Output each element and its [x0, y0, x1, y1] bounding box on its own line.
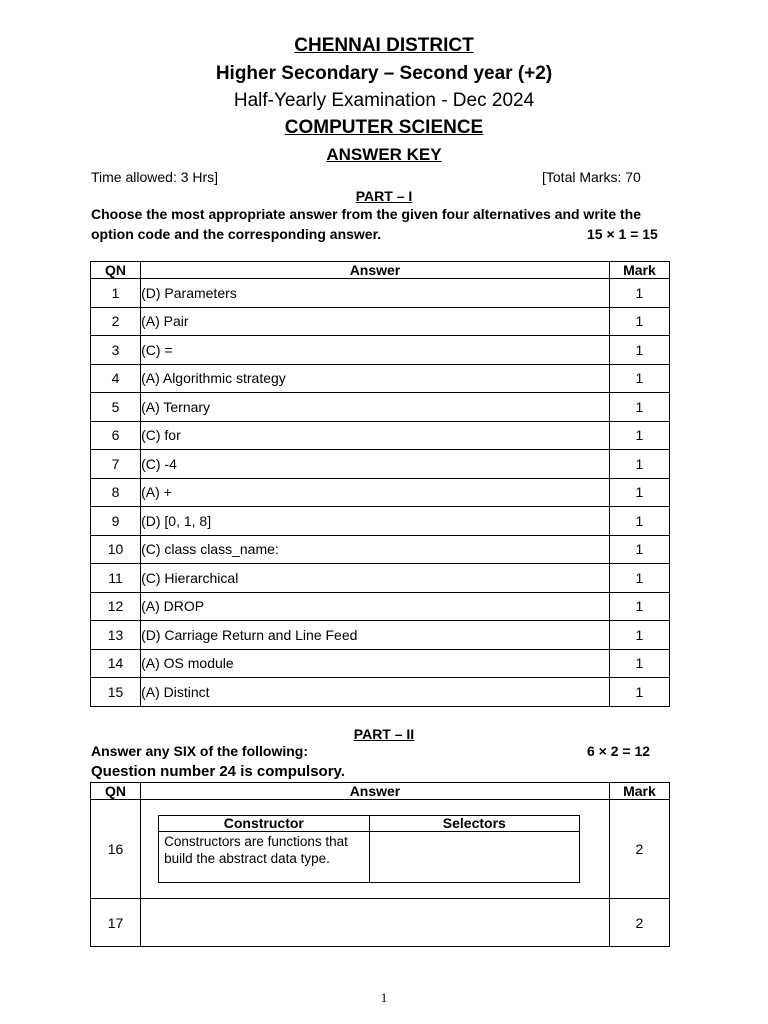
mark-value: 1	[609, 307, 669, 336]
part1-instruction-line1: Choose the most appropriate answer from the given four alternatives and write the	[91, 206, 641, 222]
inner-header-row	[159, 816, 580, 832]
mark-value: 1	[609, 364, 669, 393]
column-header-answer: Answer	[141, 262, 610, 279]
subject-title: COMPUTER SCIENCE	[284, 117, 484, 138]
table-row	[91, 535, 670, 564]
constructor-definition: Constructors are functions that build the abstract data type.	[159, 832, 370, 883]
table-row	[91, 421, 670, 450]
mark-value: 2	[609, 899, 669, 947]
table-header-row	[91, 783, 670, 800]
selectors-definition	[369, 832, 580, 883]
column-header-qn: QN	[91, 783, 141, 800]
part1-heading: PART – I	[355, 188, 413, 204]
column-header-answer: Answer	[141, 783, 610, 800]
question-number: 8	[91, 478, 141, 507]
answer-text: (A) Ternary	[141, 393, 610, 422]
question-number: 2	[91, 307, 141, 336]
answer-text: (D) Parameters	[141, 279, 610, 308]
answer-text: (C) Hierarchical	[141, 564, 610, 593]
inner-row	[159, 832, 580, 883]
mark-value: 1	[609, 478, 669, 507]
district-title: CHENNAI DISTRICT	[294, 35, 474, 56]
question-number: 10	[91, 535, 141, 564]
table-row	[91, 307, 670, 336]
table-row	[91, 678, 670, 707]
question-number: 9	[91, 507, 141, 536]
column-header-mark: Mark	[609, 783, 669, 800]
table-row	[91, 621, 670, 650]
answer-text: (C) =	[141, 336, 610, 365]
table-row	[91, 592, 670, 621]
column-header-mark: Mark	[609, 262, 669, 279]
question-number: 13	[91, 621, 141, 650]
mark-value: 1	[609, 421, 669, 450]
table-row	[91, 450, 670, 479]
table-row	[91, 649, 670, 678]
table-row	[91, 507, 670, 536]
question-number: 6	[91, 421, 141, 450]
mark-value: 1	[609, 621, 669, 650]
part2-heading: PART – II	[353, 726, 415, 742]
question-number: 14	[91, 649, 141, 678]
question-number: 1	[91, 279, 141, 308]
page-number: 1	[380, 990, 388, 1005]
table-row	[91, 279, 670, 308]
question-number: 16	[91, 800, 141, 899]
mark-value: 1	[609, 393, 669, 422]
part1-answer-table	[90, 261, 670, 707]
question-number: 5	[91, 393, 141, 422]
time-allowed: Time allowed: 3 Hrs]	[91, 169, 219, 185]
table-row	[91, 336, 670, 365]
table-row	[91, 478, 670, 507]
column-header-qn: QN	[91, 262, 141, 279]
table-row	[91, 899, 670, 947]
mark-value: 1	[609, 279, 669, 308]
constructor-header: Constructor	[159, 816, 370, 832]
part1-instruction-line2: option code and the corresponding answer.	[91, 226, 382, 242]
total-marks: [Total Marks: 70	[542, 169, 641, 185]
mark-value: 1	[609, 450, 669, 479]
answer-text: (A) Distinct	[141, 678, 610, 707]
answer-text: (A) OS module	[141, 649, 610, 678]
question-number: 11	[91, 564, 141, 593]
answer-text: (C) for	[141, 421, 610, 450]
mark-value: 2	[609, 800, 669, 899]
answer-text: (A) DROP	[141, 592, 610, 621]
answer-text	[141, 899, 610, 947]
mark-value: 1	[609, 649, 669, 678]
question-number: 7	[91, 450, 141, 479]
document-type-title: ANSWER KEY	[326, 145, 442, 164]
mark-value: 1	[609, 535, 669, 564]
question-number: 3	[91, 336, 141, 365]
mark-value: 1	[609, 678, 669, 707]
exam-title: Half-Yearly Examination - Dec 2024	[233, 90, 535, 111]
part1-marks-formula: 15 × 1 = 15	[587, 226, 658, 242]
answer-text: (A) Algorithmic strategy	[141, 364, 610, 393]
question-number: 4	[91, 364, 141, 393]
mark-value: 1	[609, 507, 669, 536]
part2-answer-table	[90, 782, 670, 947]
compulsory-note: Question number 24 is compulsory.	[91, 763, 345, 780]
table-row	[91, 364, 670, 393]
mark-value: 1	[609, 592, 669, 621]
table-header-row	[91, 262, 670, 279]
answer-text: (A) +	[141, 478, 610, 507]
answer-cell	[141, 800, 610, 899]
class-title: Higher Secondary – Second year (+2)	[215, 63, 553, 84]
answer-text: (C) -4	[141, 450, 610, 479]
selectors-header: Selectors	[369, 816, 580, 832]
answer-text: (A) Pair	[141, 307, 610, 336]
table-row	[91, 393, 670, 422]
question-number: 15	[91, 678, 141, 707]
question-number: 17	[91, 899, 141, 947]
constructor-selector-table	[158, 815, 580, 883]
table-row	[91, 800, 670, 899]
answer-text: (D) Carriage Return and Line Feed	[141, 621, 610, 650]
mark-value: 1	[609, 564, 669, 593]
answer-text: (C) class class_name:	[141, 535, 610, 564]
answer-text: (D) [0, 1, 8]	[141, 507, 610, 536]
table-row	[91, 564, 670, 593]
part2-instruction: Answer any SIX of the following:	[91, 743, 309, 759]
part2-marks-formula: 6 × 2 = 12	[587, 743, 651, 759]
mark-value: 1	[609, 336, 669, 365]
question-number: 12	[91, 592, 141, 621]
